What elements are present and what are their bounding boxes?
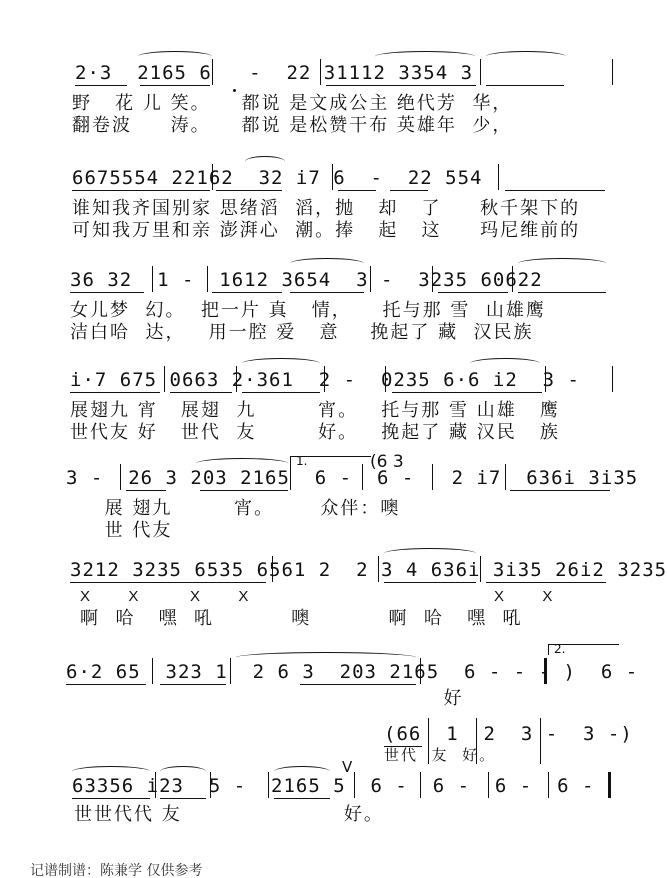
staff-row-7 bbox=[0, 636, 667, 709]
lyrics-row-7: 好 bbox=[42, 688, 464, 709]
slur bbox=[384, 548, 476, 559]
beam bbox=[510, 490, 610, 491]
beam bbox=[438, 292, 508, 293]
chant-x-marks-1: X X bbox=[80, 588, 149, 605]
slur bbox=[72, 766, 150, 777]
lyrics-row-6: 啊 哈 嘿 吼 噢 啊 哈 嘿 吼 bbox=[80, 608, 523, 629]
barline bbox=[512, 266, 513, 292]
barline bbox=[354, 772, 355, 798]
staff-row-4 bbox=[0, 362, 667, 452]
slur bbox=[375, 51, 475, 62]
chant-x-marks-3: X X bbox=[494, 588, 563, 605]
beam bbox=[160, 684, 226, 685]
beam bbox=[72, 190, 210, 191]
barline bbox=[210, 772, 211, 798]
notes-row-4: i·7 675 0663 2·361 2 - 0235 6·6 i2 3 - bbox=[70, 369, 580, 391]
barline bbox=[212, 164, 213, 190]
final-barline bbox=[608, 772, 611, 798]
beam bbox=[160, 798, 206, 799]
notes-row-7: 6·2 65 323 1 2 6 3 203 2165 6 - - - ) 6 - bbox=[66, 661, 639, 683]
barline bbox=[320, 59, 321, 85]
notes-row-2: 6675554 22162 32 i7 6 - 22 554 bbox=[72, 167, 483, 189]
lyrics-row-3-verse-2: 洁白哈 达， 用一腔 爱 意 挽起了 藏 汉民族 bbox=[70, 322, 534, 343]
barline bbox=[476, 718, 477, 764]
slur bbox=[242, 358, 320, 369]
staff-row-8 bbox=[0, 718, 667, 768]
beam bbox=[326, 85, 476, 86]
staff-row-6 bbox=[0, 548, 667, 638]
lyrics-row-2-verse-2: 可知我万里和亲 澎湃心 潮。捧 起 这 玛尼维前的 bbox=[72, 220, 581, 241]
beam bbox=[384, 746, 422, 747]
barline bbox=[480, 59, 481, 85]
beam bbox=[290, 292, 364, 293]
beam bbox=[486, 582, 606, 583]
barline bbox=[268, 772, 269, 798]
beam bbox=[518, 292, 606, 293]
barline bbox=[290, 464, 291, 490]
notes-row-8: (66 1 2 3 - 3 -) bbox=[384, 723, 633, 745]
barline bbox=[164, 366, 165, 392]
barline bbox=[612, 59, 613, 85]
lyrics-row-8: 世代 友 好。 bbox=[384, 746, 497, 764]
barline bbox=[370, 266, 371, 292]
beam bbox=[140, 85, 210, 86]
slur bbox=[290, 258, 364, 269]
barline bbox=[428, 718, 429, 764]
beam bbox=[338, 190, 376, 191]
barline bbox=[152, 658, 153, 684]
notes-row-6: 3212 3235 6535 6561 2 2 3 4 636i 3i35 26i2 3235 bbox=[70, 559, 667, 581]
intro-paren: (6 3 bbox=[370, 452, 404, 472]
barline bbox=[488, 772, 489, 798]
beam bbox=[75, 85, 127, 86]
barline bbox=[236, 366, 237, 392]
slur bbox=[160, 766, 206, 777]
octave-dot bbox=[233, 89, 236, 92]
slur bbox=[486, 51, 566, 62]
barline bbox=[207, 266, 208, 292]
staff-row-3 bbox=[0, 262, 667, 352]
lyrics-row-4-verse-1: 展翅九 宵 展翅 九 宵。 托与那 雪 山雄 鹰 bbox=[70, 400, 560, 421]
beam bbox=[200, 490, 288, 491]
volta-1-label: 1. bbox=[296, 454, 308, 468]
barline bbox=[545, 366, 546, 392]
barline bbox=[332, 164, 333, 190]
beam bbox=[212, 292, 282, 293]
notes-row-5: 3 - 26 3 203 2165 6 - 6 - 2 i7 636i 3i35 bbox=[66, 467, 639, 489]
notes-row-3: 36 32 1 - 1612 3654 3 - 3235 60622 bbox=[70, 269, 543, 291]
beam bbox=[70, 392, 160, 393]
barline bbox=[540, 718, 541, 764]
staff-row-1 bbox=[0, 55, 667, 145]
volta-2-label: 2. bbox=[554, 642, 566, 656]
barline bbox=[548, 772, 549, 798]
barline bbox=[385, 366, 386, 392]
beam bbox=[242, 392, 320, 393]
beam bbox=[384, 582, 476, 583]
beam bbox=[392, 392, 542, 393]
barline bbox=[378, 556, 379, 582]
beam bbox=[505, 190, 605, 191]
lyrics-row-9: 世世代代 友 好。 bbox=[74, 804, 384, 825]
breath-mark: V bbox=[342, 758, 353, 776]
beam bbox=[66, 684, 146, 685]
notes-row-1: 2·3 2165 6 - 22 31112 3354 3 bbox=[75, 62, 474, 84]
slur bbox=[274, 766, 330, 777]
barline bbox=[212, 59, 213, 85]
chant-x-marks-2: X X bbox=[190, 588, 259, 605]
beam bbox=[486, 85, 564, 86]
barline bbox=[420, 772, 421, 798]
barline bbox=[362, 464, 363, 490]
barline bbox=[432, 266, 433, 292]
beam bbox=[390, 190, 428, 191]
beam bbox=[126, 490, 166, 491]
staff-row-5 bbox=[0, 452, 667, 546]
lyrics-row-4-verse-2: 世代友 好 世代 友 好。 挽起了 藏 汉民 族 bbox=[70, 422, 560, 443]
lyrics-row-5-verse-1: 展 翅九 宵。 众伴：噢 bbox=[66, 498, 401, 519]
beam bbox=[170, 392, 232, 393]
barline bbox=[324, 366, 325, 392]
notes-row-9: 63356 i23 5 - 2165 5 6 - 6 - 6 - 6 - bbox=[72, 775, 595, 797]
beam bbox=[216, 190, 282, 191]
lyrics-row-5-verse-2: 世 代友 bbox=[66, 520, 173, 541]
barline bbox=[272, 556, 273, 582]
barline bbox=[612, 366, 613, 392]
barline bbox=[155, 772, 156, 798]
barline bbox=[432, 464, 433, 490]
lyrics-row-1-verse-2: 翻卷波 涛。 都说 是松赞干布 英雄年 少， bbox=[72, 115, 513, 136]
beam bbox=[300, 684, 416, 685]
slur bbox=[196, 458, 288, 469]
slur bbox=[236, 652, 416, 663]
lyrics-row-1-verse-1: 野 花 儿 笑。 都说 是文成公主 绝代芳 华， bbox=[72, 93, 513, 114]
slur bbox=[518, 258, 606, 269]
lyrics-row-3-verse-1: 女儿梦 幻。 把一片 真 情， 托与那 雪 山雄鹰 bbox=[70, 300, 546, 321]
barline bbox=[230, 658, 231, 684]
slur bbox=[138, 51, 212, 62]
slur bbox=[245, 156, 285, 167]
slur bbox=[470, 358, 540, 369]
staff-row-2 bbox=[0, 160, 667, 250]
beam bbox=[72, 798, 150, 799]
beam bbox=[274, 798, 330, 799]
repeat-end-barline bbox=[544, 658, 547, 684]
beam bbox=[70, 292, 144, 293]
lyrics-row-2-verse-1: 谁知我齐国别家 思绪滔 滔，抛 却 了 秋千架下的 bbox=[72, 198, 581, 219]
beam bbox=[70, 582, 266, 583]
barline bbox=[152, 266, 153, 292]
transcriber-credit: 记谱制谱：陈兼学 仅供参考 bbox=[30, 863, 203, 878]
barline bbox=[480, 556, 481, 582]
barline bbox=[120, 464, 121, 490]
staff-row-9 bbox=[0, 758, 667, 846]
barline bbox=[505, 464, 506, 490]
barline bbox=[420, 658, 421, 684]
barline bbox=[498, 164, 499, 190]
